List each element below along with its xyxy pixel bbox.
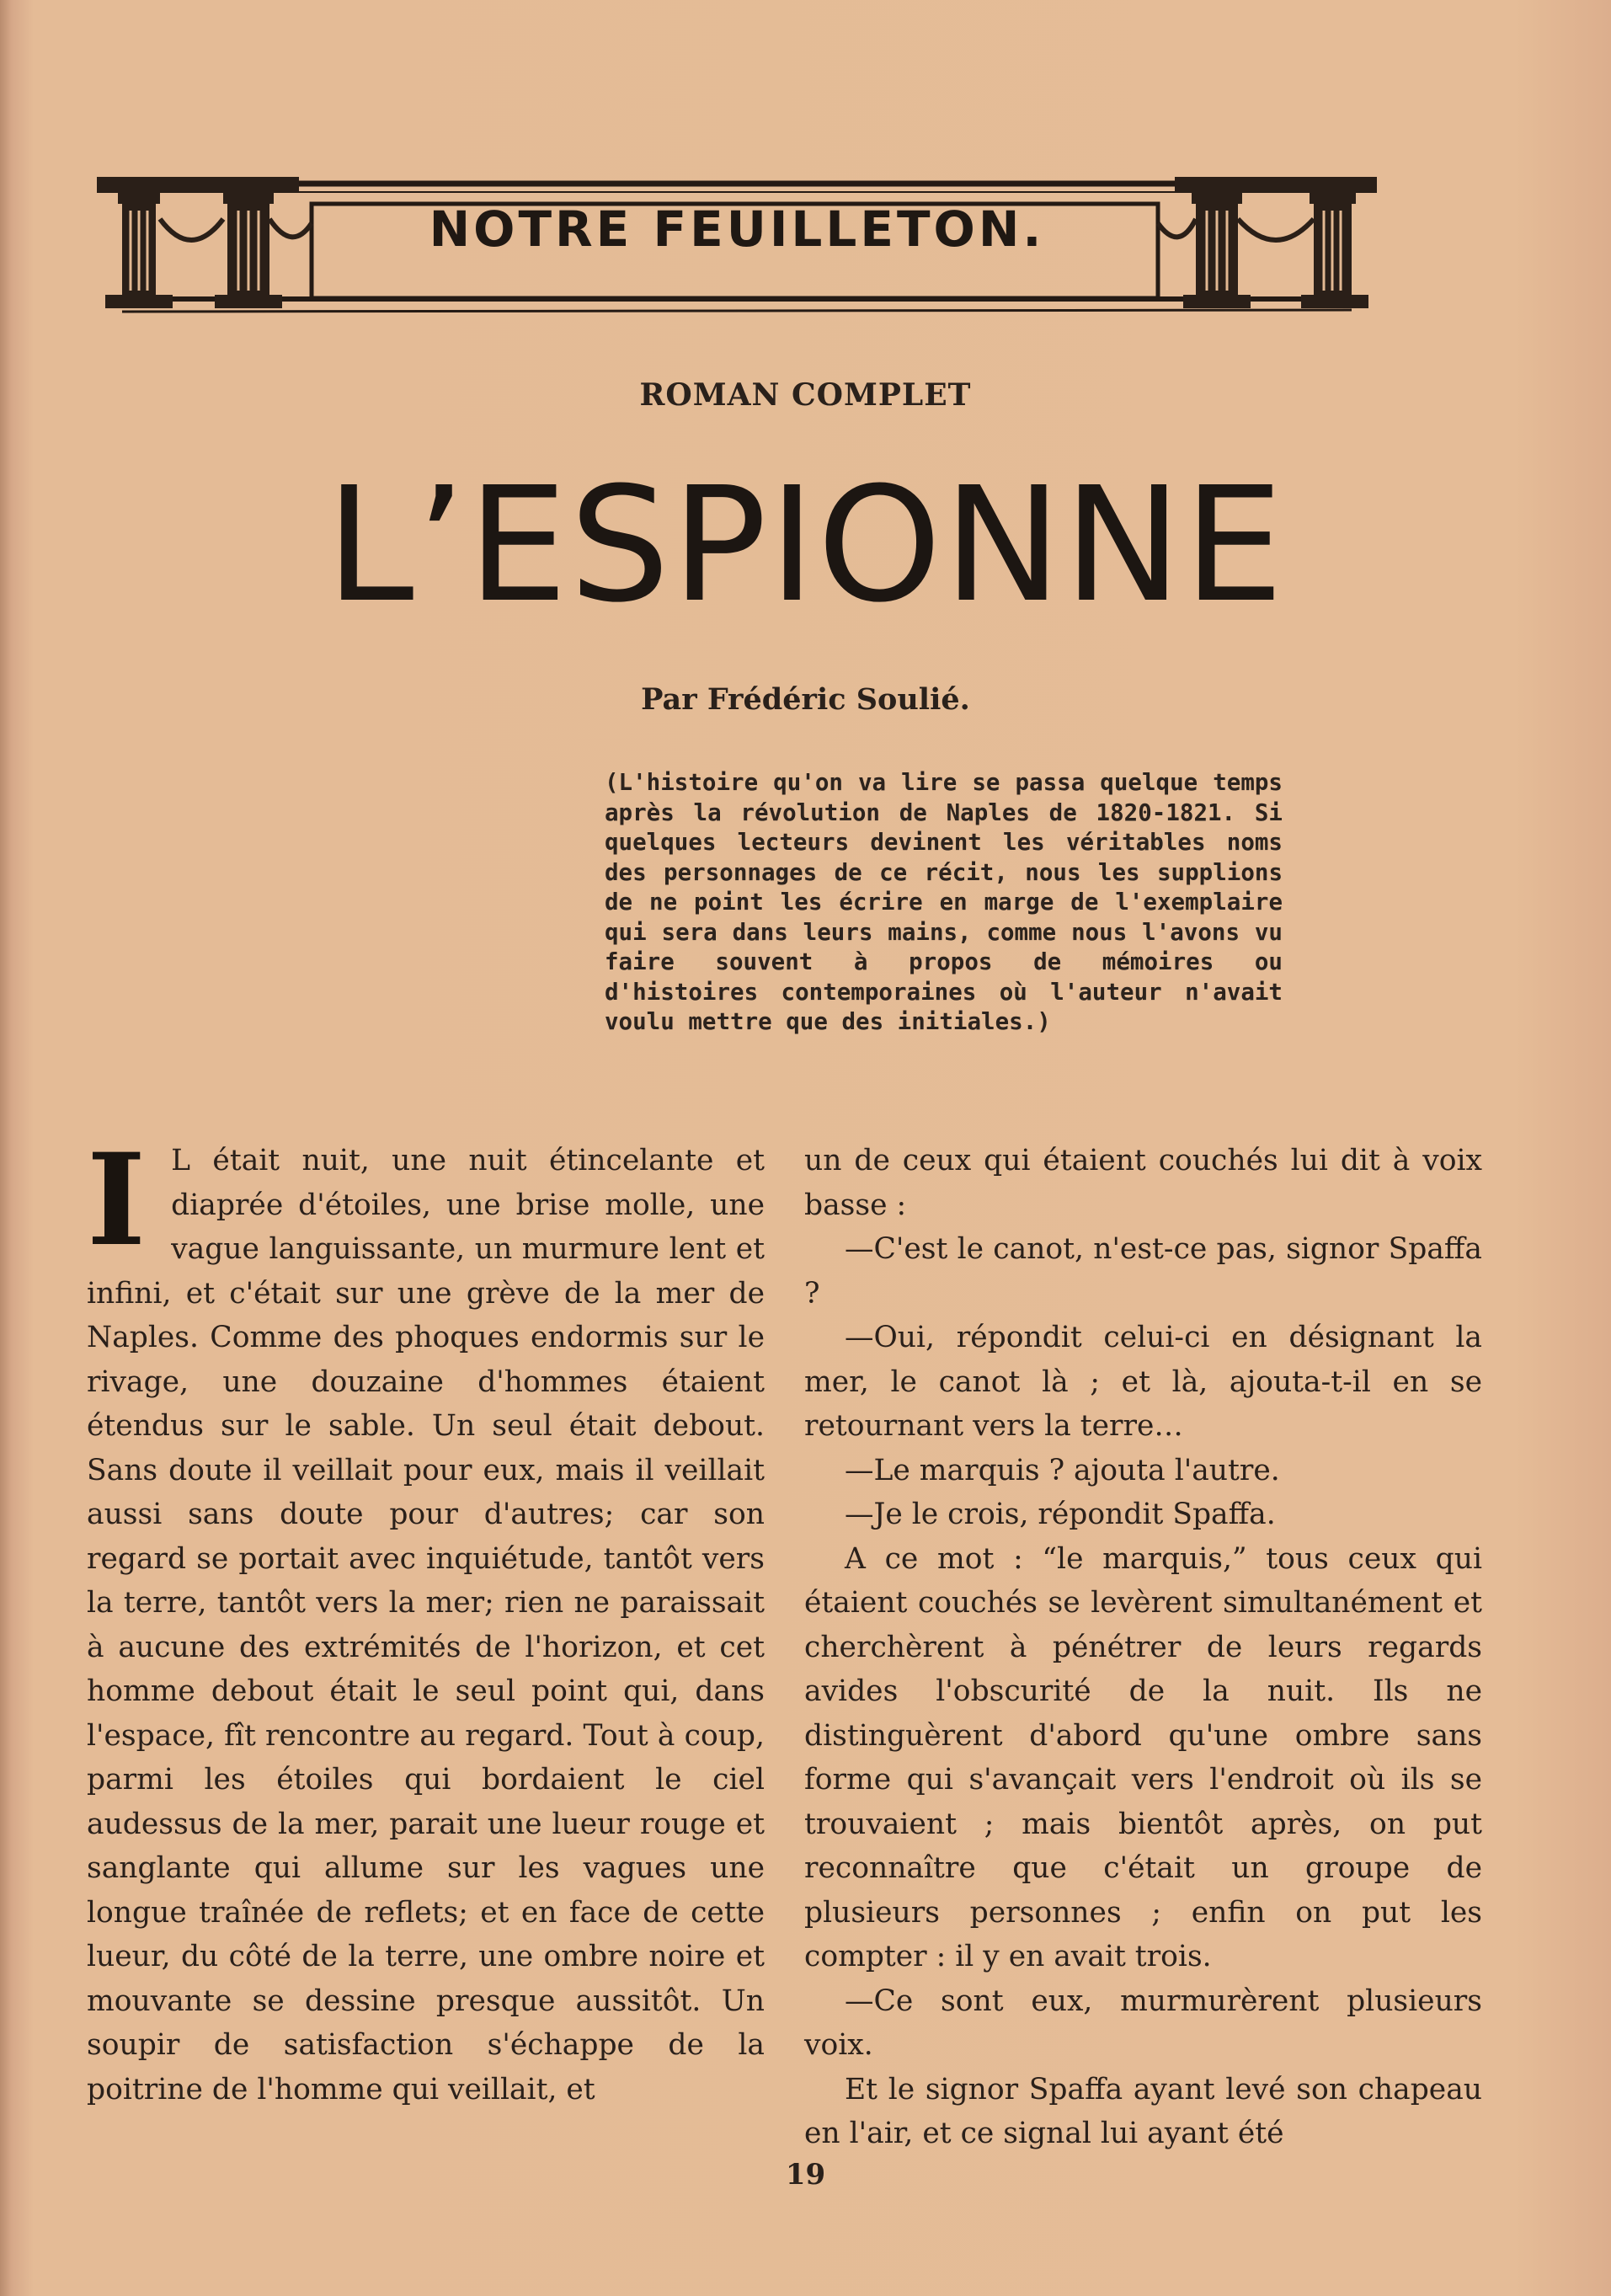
paragraph: —Je le crois, répondit Spaffa.	[845, 1498, 1276, 1531]
right-column	[804, 1139, 1482, 2156]
story-title: L’ESPIONNE	[325, 453, 1286, 638]
editor-note: (L'histoire qu'on va lire se passa quelque temps après la révolution de Naples de 1820-1821. Si quelques lecteurs devinent les véritables noms des personnages de ce récit, nous les supplions de ne point les écrire en marge de l'exemplaire qui sera dans leurs mains, comme nous l'avons vu faire souvent à propos de mémoires ou d'histoires contemporaines où l'auteur n'avait voulu mettre que des initiales.)	[605, 769, 1283, 1035]
left-column	[87, 1126, 765, 2112]
banner-title: NOTRE FEUILLETON.	[429, 200, 1045, 258]
opening-text: L était nuit, une nuit étincelante et diaprée d'étoiles, une brise molle, une vague languissante, un murmure lent et infini, et c'était sur une grève de la mer de Naples. Comme des phoques endormis sur le rivage, une douzaine d'hommes étaient étendus sur le sable. Un seul était debout. Sans doute il veillait pour eux, mais il veillait aussi sans doute pour d'autres; car son regard se portait avec inquiétude, tantôt vers la terre, tantôt vers la mer; rien ne paraissait à aucune des extrémités de l'horizon, et cet homme debout était le seul point qui, dans l'espace, fît rencontre au regard. Tout à coup, parmi les étoiles qui bordaient le ciel audessus de la mer, parait une lueur rouge et sanglante qui allume sur les vagues une longue traînée de reflets; et en face de cette lueur, du côté de la terre, une ombre noire et mouvante se dessine presque aussitôt. Un soupir de satisfaction s'échappe de la poitrine de l'homme qui veillait, et	[87, 1144, 765, 2106]
paragraph: —C'est le canot, n'est-ce pas, signor Spaffa ?	[804, 1232, 1482, 1311]
paragraph: —Oui, répondit celui-ci en désignant la mer, le canot là ; et là, ajouta-t-il en se retournant vers la terre…	[804, 1321, 1482, 1443]
paragraph: A ce mot : “le marquis,” tous ceux qui étaient couchés se levèrent simultanément et cherchèrent à pénétrer de leurs regards avides l'obscurité de la nuit. Ils ne distinguèrent d'abord qu'une ombre sans forme qui s'avançait vers l'endroit où ils se trouvaient ; mais bientôt après, on put reconnaître que c'était un groupe de plusieurs personnes ; enfin on put les compter : il y en avait trois.	[804, 1541, 1482, 1973]
opening-paragraph	[87, 1126, 765, 2112]
paragraph: —Le marquis ? ajouta l'autre.	[845, 1453, 1280, 1487]
author-byline: Par Frédéric Soulié.	[641, 682, 970, 717]
paragraph: un de ceux qui étaient couchés lui dit à voix basse :	[804, 1144, 1482, 1222]
page-number: 19	[785, 2158, 826, 2192]
paragraph: —Ce sont eux, murmurèrent plusieurs voix.	[804, 1984, 1482, 2062]
section-kicker: ROMAN COMPLET	[639, 377, 972, 413]
feuilleton-banner	[97, 152, 1377, 333]
paragraph: Et le signor Spaffa ayant levé son chapeau en l'air, et ce signal lui ayant été	[804, 2072, 1482, 2150]
drop-cap: I	[87, 1126, 147, 1274]
